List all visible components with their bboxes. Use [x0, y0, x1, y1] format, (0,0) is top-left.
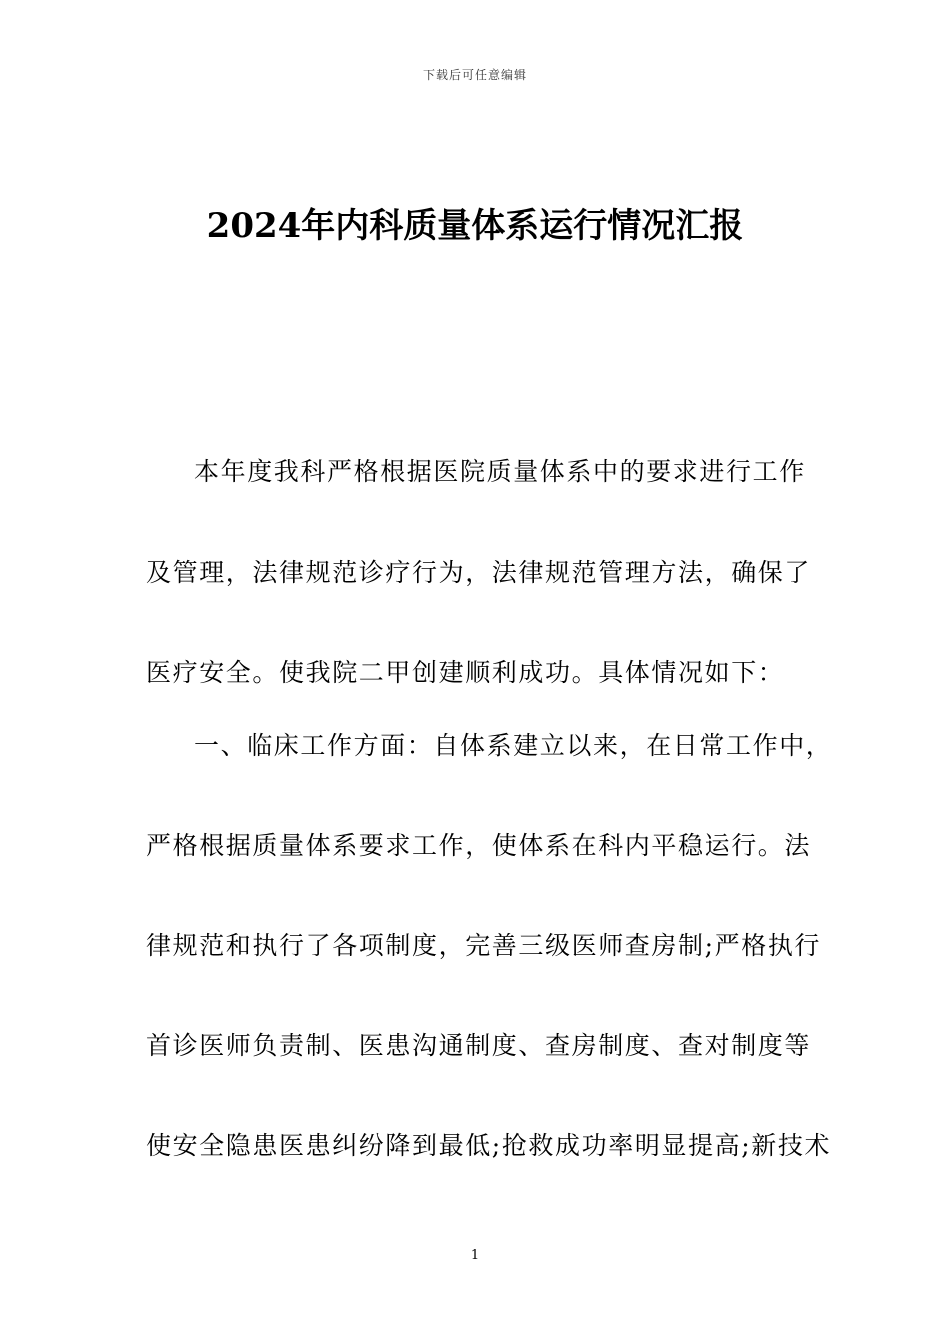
body-line: 及管理，法律规范诊疗行为，法律规范管理方法，确保了 [146, 558, 812, 587]
body-line: 一、临床工作方面：自体系建立以来，在日常工作中， [194, 731, 833, 760]
body-line: 首诊医师负责制、医患沟通制度、查房制度、查对制度等 [146, 1031, 812, 1060]
body-line: 律规范和执行了各项制度，完善三级医师查房制;严格执行 [146, 931, 822, 960]
body-line: 使安全隐患医患纠纷降到最低;抢救成功率明显提高;新技术 [146, 1131, 832, 1160]
body-line: 本年度我科严格根据医院质量体系中的要求进行工作 [194, 457, 806, 486]
document-title: 2024年内科质量体系运行情况汇报 [206, 206, 744, 246]
page-number: 1 [470, 1248, 480, 1263]
page-header-note: 下载后可任意编辑 [422, 68, 527, 82]
body-line: 严格根据质量体系要求工作，使体系在科内平稳运行。法 [146, 831, 812, 860]
body-line: 医疗安全。使我院二甲创建顺利成功。具体情况如下： [146, 658, 785, 687]
